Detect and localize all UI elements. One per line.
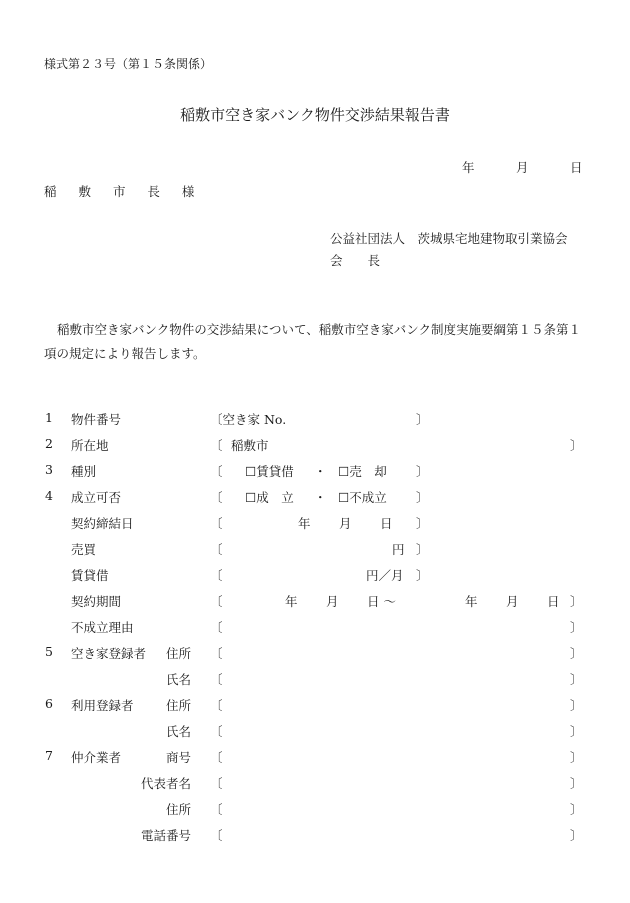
- item-broker-phone: [0, 826, 630, 846]
- item-broker-trade-name: [0, 748, 630, 768]
- broker-trade-name-field[interactable]: 〔: [210, 750, 223, 765]
- bracket-close: 〕: [570, 802, 583, 817]
- item-owner-name: [0, 670, 630, 690]
- period-end-day[interactable]: 日: [547, 594, 560, 609]
- item-number: 5: [45, 644, 53, 659]
- item-label: 契約期間: [71, 594, 122, 609]
- form-number: 様式第２３号（第１５条関係）: [44, 57, 213, 71]
- bracket-close: 〕: [416, 568, 429, 583]
- bracket-close: 〕: [416, 542, 429, 557]
- item-location: [0, 436, 630, 456]
- lease-rent-field[interactable]: 円／月: [366, 568, 404, 583]
- sub-label: 住所: [165, 646, 191, 661]
- owner-address-field[interactable]: 〔: [210, 646, 223, 661]
- item-fail-reason: [0, 618, 630, 638]
- broker-phone-field[interactable]: 〔: [210, 828, 223, 843]
- item-contract-period: [0, 592, 630, 612]
- sub-label: 氏名: [165, 724, 191, 739]
- owner-name-field[interactable]: 〔: [210, 672, 223, 687]
- location-field[interactable]: 稲敷市: [231, 438, 269, 453]
- item-number: 3: [45, 462, 53, 477]
- sub-label: 代表者名: [140, 776, 191, 791]
- bracket-open: 〔: [210, 568, 223, 583]
- bracket-close: 〕: [570, 776, 583, 791]
- bracket-open: 〔: [210, 464, 223, 479]
- fail-reason-field[interactable]: 〔: [210, 620, 223, 635]
- period-end-year[interactable]: 年: [465, 594, 478, 609]
- bracket-open: 〔: [210, 438, 223, 453]
- date-year: 年: [462, 160, 475, 175]
- user-name-field[interactable]: 〔: [210, 724, 223, 739]
- item-number: 2: [45, 436, 53, 451]
- period-end-month[interactable]: 月: [506, 594, 519, 609]
- bracket-close: 〕: [570, 672, 583, 687]
- separator: ・: [314, 464, 327, 479]
- contract-year-field[interactable]: 年: [298, 516, 311, 531]
- sub-label: 商号: [165, 750, 191, 765]
- period-start-month[interactable]: 月: [326, 594, 339, 609]
- item-label: 売買: [71, 542, 97, 557]
- item-lease: [0, 566, 630, 586]
- item-label: 成立可否: [71, 490, 122, 505]
- addressee: 稲 敷 市 長 様: [44, 184, 204, 199]
- checkbox-concluded[interactable]: ☐成 立: [245, 490, 294, 505]
- bracket-open: 〔: [210, 542, 223, 557]
- item-label: 空き家登録者: [71, 646, 147, 661]
- bracket-close: 〕: [570, 620, 583, 635]
- sub-label: 住所: [165, 802, 191, 817]
- body-text: 稲敷市空き家バンク物件の交渉結果について、稲敷市空き家バンク制度実施要綱第１５条第１項の規定により報告します。: [44, 322, 582, 361]
- item-broker-address: [0, 800, 630, 820]
- bracket-close: 〕: [570, 646, 583, 661]
- period-start-day[interactable]: 日 〜: [367, 594, 396, 609]
- document-title: 稲敷市空き家バンク物件交渉結果報告書: [180, 106, 450, 124]
- bracket-open: 〔: [210, 490, 223, 505]
- period-start-year[interactable]: 年: [285, 594, 298, 609]
- sub-label: 氏名: [165, 672, 191, 687]
- item-label: 物件番号: [71, 412, 122, 427]
- broker-address-field[interactable]: 〔: [210, 802, 223, 817]
- item-label: 契約締結日: [71, 516, 134, 531]
- item-property-number: [0, 410, 630, 430]
- item-sale: [0, 540, 630, 560]
- item-number: 6: [45, 696, 53, 711]
- item-user-name: [0, 722, 630, 742]
- user-address-field[interactable]: 〔: [210, 698, 223, 713]
- contract-month-field[interactable]: 月: [339, 516, 352, 531]
- sub-label: 電話番号: [140, 828, 191, 843]
- item-success: [0, 488, 630, 508]
- item-user-address: [0, 696, 630, 716]
- item-label: 不成立理由: [71, 620, 134, 635]
- sale-price-field[interactable]: 円: [392, 542, 405, 557]
- checkbox-lease[interactable]: ☐賃貸借: [245, 464, 294, 479]
- item-number: 4: [45, 488, 53, 503]
- item-number: 7: [45, 748, 53, 763]
- checkbox-not-concluded[interactable]: ☐不成立: [338, 490, 387, 505]
- item-contract-date: [0, 514, 630, 534]
- date-day: 日: [570, 160, 583, 175]
- date-month: 月: [516, 160, 529, 175]
- item-label: 賃貸借: [71, 568, 109, 583]
- bracket-close: 〕: [570, 594, 583, 609]
- bracket-close: 〕: [570, 438, 583, 453]
- item-label: 仲介業者: [71, 750, 122, 765]
- bracket-open: 〔: [210, 594, 223, 609]
- sub-label: 住所: [165, 698, 191, 713]
- item-label: 種別: [71, 464, 97, 479]
- bracket-open: 〔: [210, 516, 223, 531]
- sender-president: 会 長: [330, 253, 381, 268]
- checkbox-sale[interactable]: ☐売 却: [338, 464, 387, 479]
- bracket-close: 〕: [570, 750, 583, 765]
- bracket-close: 〕: [416, 412, 429, 427]
- item-type: [0, 462, 630, 482]
- property-number-field[interactable]: 〔空き家 No.: [210, 412, 287, 427]
- item-owner-address: [0, 644, 630, 664]
- bracket-close: 〕: [570, 698, 583, 713]
- sender-organization: 公益社団法人 茨城県宅地建物取引業協会: [330, 231, 568, 246]
- bracket-close: 〕: [416, 464, 429, 479]
- item-broker-representative: [0, 774, 630, 794]
- bracket-close: 〕: [570, 724, 583, 739]
- broker-representative-field[interactable]: 〔: [210, 776, 223, 791]
- item-label: 利用登録者: [71, 698, 134, 713]
- bracket-close: 〕: [570, 828, 583, 843]
- contract-day-field[interactable]: 日: [380, 516, 393, 531]
- item-label: 所在地: [71, 438, 109, 453]
- bracket-close: 〕: [416, 490, 429, 505]
- item-number: 1: [45, 410, 53, 425]
- bracket-close: 〕: [416, 516, 429, 531]
- separator: ・: [314, 490, 327, 505]
